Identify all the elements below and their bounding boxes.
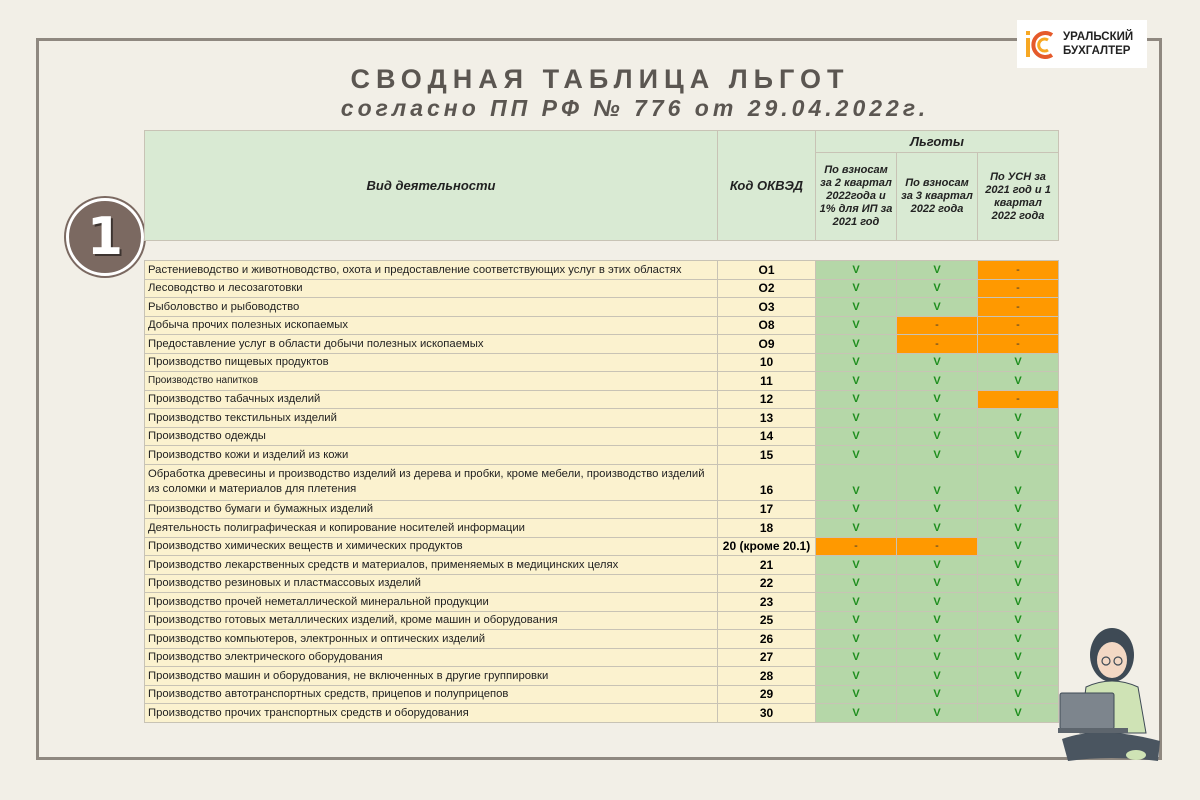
header-code: Код ОКВЭД xyxy=(718,131,816,241)
benefit-no-cell: - xyxy=(897,316,978,335)
table-row xyxy=(145,704,1059,723)
benefit-yes-cell: V xyxy=(816,316,897,335)
okved-code-cell: 15 xyxy=(718,446,816,465)
benefit-yes-cell: V xyxy=(897,519,978,538)
activity-cell: Производство бумаги и бумажных изделий xyxy=(145,500,718,519)
header-benefits: Льготы xyxy=(816,131,1059,153)
benefit-yes-cell: V xyxy=(816,630,897,649)
table-row xyxy=(145,593,1059,612)
header-benefit-q3: По взносам за 3 квартал 2022 года xyxy=(897,153,978,241)
benefit-yes-cell: V xyxy=(897,667,978,686)
benefit-yes-cell: V xyxy=(816,667,897,686)
benefit-yes-cell: V xyxy=(978,519,1059,538)
activity-cell: Производство химических веществ и химических продуктов xyxy=(145,537,718,556)
benefit-yes-cell: V xyxy=(897,464,978,500)
activity-cell: Производство пищевых продуктов xyxy=(145,353,718,372)
table-row xyxy=(145,648,1059,667)
table-row xyxy=(145,556,1059,575)
section-number-badge: 1 xyxy=(66,198,144,276)
benefit-yes-cell: V xyxy=(897,446,978,465)
okved-code-cell: 25 xyxy=(718,611,816,630)
table-row xyxy=(145,446,1059,465)
benefit-yes-cell: V xyxy=(978,427,1059,446)
table-row xyxy=(145,409,1059,428)
activity-cell: Производство компьютеров, электронных и оптических изделий xyxy=(145,630,718,649)
benefit-yes-cell: V xyxy=(897,409,978,428)
benefit-yes-cell: V xyxy=(897,372,978,391)
benefit-yes-cell: V xyxy=(897,261,978,280)
benefit-no-cell: - xyxy=(978,298,1059,317)
activity-cell: Производство текстильных изделий xyxy=(145,409,718,428)
okved-code-cell: 28 xyxy=(718,667,816,686)
benefit-no-cell: - xyxy=(978,261,1059,280)
benefit-yes-cell: V xyxy=(978,667,1059,686)
logo-line-1: УРАЛЬСКИЙ xyxy=(1063,31,1134,43)
benefit-yes-cell: V xyxy=(897,611,978,630)
page-subtitle: согласно ПП РФ № 776 от 29.04.2022г. xyxy=(340,95,930,121)
benefit-no-cell: - xyxy=(816,537,897,556)
table-row xyxy=(145,316,1059,335)
table-row xyxy=(145,500,1059,519)
table-row xyxy=(145,667,1059,686)
benefit-yes-cell: V xyxy=(816,372,897,391)
table-row xyxy=(145,519,1059,538)
okved-code-cell: 22 xyxy=(718,574,816,593)
benefit-yes-cell: V xyxy=(816,648,897,667)
okved-code-cell: О1 xyxy=(718,261,816,280)
okved-code-cell: 17 xyxy=(718,500,816,519)
activity-cell: Производство прочих транспортных средств и оборудования xyxy=(145,704,718,723)
benefit-yes-cell: V xyxy=(978,372,1059,391)
benefit-yes-cell: V xyxy=(897,685,978,704)
benefit-yes-cell: V xyxy=(978,537,1059,556)
table-body xyxy=(145,241,1059,723)
benefit-yes-cell: V xyxy=(897,648,978,667)
activity-cell: Производство готовых металлических изделий, кроме машин и оборудования xyxy=(145,611,718,630)
okved-code-cell: О3 xyxy=(718,298,816,317)
benefit-yes-cell: V xyxy=(978,611,1059,630)
benefit-yes-cell: V xyxy=(978,409,1059,428)
benefit-yes-cell: V xyxy=(978,500,1059,519)
table-row xyxy=(145,630,1059,649)
benefit-yes-cell: V xyxy=(816,704,897,723)
benefit-yes-cell: V xyxy=(816,611,897,630)
header-benefit-q2: По взносам за 2 квартал 2022года и 1% для ИП за 2021 год xyxy=(816,153,897,241)
benefit-yes-cell: V xyxy=(978,648,1059,667)
okved-code-cell: 29 xyxy=(718,685,816,704)
table-row xyxy=(145,685,1059,704)
activity-cell: Производство машин и оборудования, не включенных в другие группировки xyxy=(145,667,718,686)
benefit-yes-cell: V xyxy=(897,390,978,409)
okved-code-cell: 20 (кроме 20.1) xyxy=(718,537,816,556)
benefit-yes-cell: V xyxy=(978,593,1059,612)
benefit-yes-cell: V xyxy=(978,685,1059,704)
benefit-no-cell: - xyxy=(978,335,1059,354)
okved-code-cell: 30 xyxy=(718,704,816,723)
activity-cell: Производство лекарственных средств и материалов, применяемых в медицинских целях xyxy=(145,556,718,575)
benefit-yes-cell: V xyxy=(816,335,897,354)
activity-cell: Производство автотранспортных средств, прицепов и полуприцепов xyxy=(145,685,718,704)
page-title: СВОДНАЯ ТАБЛИЦА ЛЬГОТ xyxy=(350,64,850,94)
okved-code-cell: 13 xyxy=(718,409,816,428)
okved-code-cell: 23 xyxy=(718,593,816,612)
okved-code-cell: О8 xyxy=(718,316,816,335)
activity-cell: Обработка древесины и производство изделий из дерева и пробки, кроме мебели, производство изделий из соломки и материалов для плетения xyxy=(145,464,718,500)
table-row xyxy=(145,279,1059,298)
activity-cell: Рыболовство и рыбоводство xyxy=(145,298,718,317)
okved-code-cell: 16 xyxy=(718,464,816,500)
activity-cell: Производство резиновых и пластмассовых изделий xyxy=(145,574,718,593)
table-row xyxy=(145,353,1059,372)
benefit-yes-cell: V xyxy=(816,593,897,612)
benefit-yes-cell: V xyxy=(816,464,897,500)
table-row xyxy=(145,427,1059,446)
okved-code-cell: 11 xyxy=(718,372,816,391)
header-activity: Вид деятельности xyxy=(145,131,718,241)
table-row xyxy=(145,611,1059,630)
benefit-yes-cell: V xyxy=(816,574,897,593)
activity-cell: Деятельность полиграфическая и копирование носителей информации xyxy=(145,519,718,538)
activity-cell: Производство одежды xyxy=(145,427,718,446)
activity-cell: Предоставление услуг в области добычи полезных ископаемых xyxy=(145,335,718,354)
benefit-yes-cell: V xyxy=(897,500,978,519)
benefit-yes-cell: V xyxy=(816,353,897,372)
benefit-yes-cell: V xyxy=(978,704,1059,723)
activity-cell: Добыча прочих полезных ископаемых xyxy=(145,316,718,335)
logo-mark-icon xyxy=(1025,27,1055,61)
benefit-yes-cell: V xyxy=(897,704,978,723)
logo-text xyxy=(1063,30,1133,58)
benefit-yes-cell: V xyxy=(816,279,897,298)
benefit-no-cell: - xyxy=(897,537,978,556)
okved-code-cell: 14 xyxy=(718,427,816,446)
benefit-yes-cell: V xyxy=(978,574,1059,593)
benefit-yes-cell: V xyxy=(816,446,897,465)
benefit-no-cell: - xyxy=(978,316,1059,335)
benefit-yes-cell: V xyxy=(816,685,897,704)
header-benefit-usn: По УСН за 2021 год и 1 квартал 2022 года xyxy=(978,153,1059,241)
benefit-yes-cell: V xyxy=(897,298,978,317)
benefit-no-cell: - xyxy=(978,279,1059,298)
table-row xyxy=(145,298,1059,317)
benefit-yes-cell: V xyxy=(897,574,978,593)
benefit-yes-cell: V xyxy=(816,390,897,409)
table-row xyxy=(145,372,1059,391)
okved-code-cell: 12 xyxy=(718,390,816,409)
benefit-yes-cell: V xyxy=(978,464,1059,500)
table-row xyxy=(145,390,1059,409)
okved-code-cell: О9 xyxy=(718,335,816,354)
activity-cell: Производство кожи и изделий из кожи xyxy=(145,446,718,465)
activity-cell: Производство электрического оборудования xyxy=(145,648,718,667)
okved-code-cell: 10 xyxy=(718,353,816,372)
benefit-yes-cell: V xyxy=(816,519,897,538)
logo-line-2: БУХГАЛТЕР xyxy=(1063,45,1131,57)
activity-cell: Производство табачных изделий xyxy=(145,390,718,409)
benefit-yes-cell: V xyxy=(897,279,978,298)
table-row xyxy=(145,537,1059,556)
okved-code-cell: 18 xyxy=(718,519,816,538)
okved-code-cell: 26 xyxy=(718,630,816,649)
table-row xyxy=(145,335,1059,354)
benefit-yes-cell: V xyxy=(897,630,978,649)
person-with-laptop-illustration xyxy=(1040,615,1170,765)
benefit-yes-cell: V xyxy=(816,556,897,575)
benefit-yes-cell: V xyxy=(978,446,1059,465)
okved-code-cell: 21 xyxy=(718,556,816,575)
benefit-yes-cell: V xyxy=(897,556,978,575)
benefit-yes-cell: V xyxy=(978,556,1059,575)
benefit-no-cell: - xyxy=(978,390,1059,409)
table-row xyxy=(145,464,1059,500)
benefit-yes-cell: V xyxy=(897,353,978,372)
brand-logo xyxy=(1017,20,1147,68)
activity-cell: Лесоводство и лесозаготовки xyxy=(145,279,718,298)
benefits-table xyxy=(144,130,1059,723)
table-spacer-row xyxy=(145,241,1059,261)
table-row xyxy=(145,574,1059,593)
activity-cell: Производство прочей неметаллической минеральной продукции xyxy=(145,593,718,612)
activity-cell: Растениеводство и животноводство, охота и предоставление соответствующих услуг в этих областях xyxy=(145,261,718,280)
table-row xyxy=(145,261,1059,280)
benefit-no-cell: - xyxy=(897,335,978,354)
activity-cell: Производство напитков xyxy=(145,372,718,391)
okved-code-cell: О2 xyxy=(718,279,816,298)
benefit-yes-cell: V xyxy=(897,427,978,446)
benefit-yes-cell: V xyxy=(816,409,897,428)
benefit-yes-cell: V xyxy=(816,500,897,519)
benefit-yes-cell: V xyxy=(816,427,897,446)
benefit-yes-cell: V xyxy=(816,261,897,280)
benefit-yes-cell: V xyxy=(816,298,897,317)
benefit-yes-cell: V xyxy=(978,630,1059,649)
benefit-yes-cell: V xyxy=(978,353,1059,372)
benefit-yes-cell: V xyxy=(897,593,978,612)
okved-code-cell: 27 xyxy=(718,648,816,667)
